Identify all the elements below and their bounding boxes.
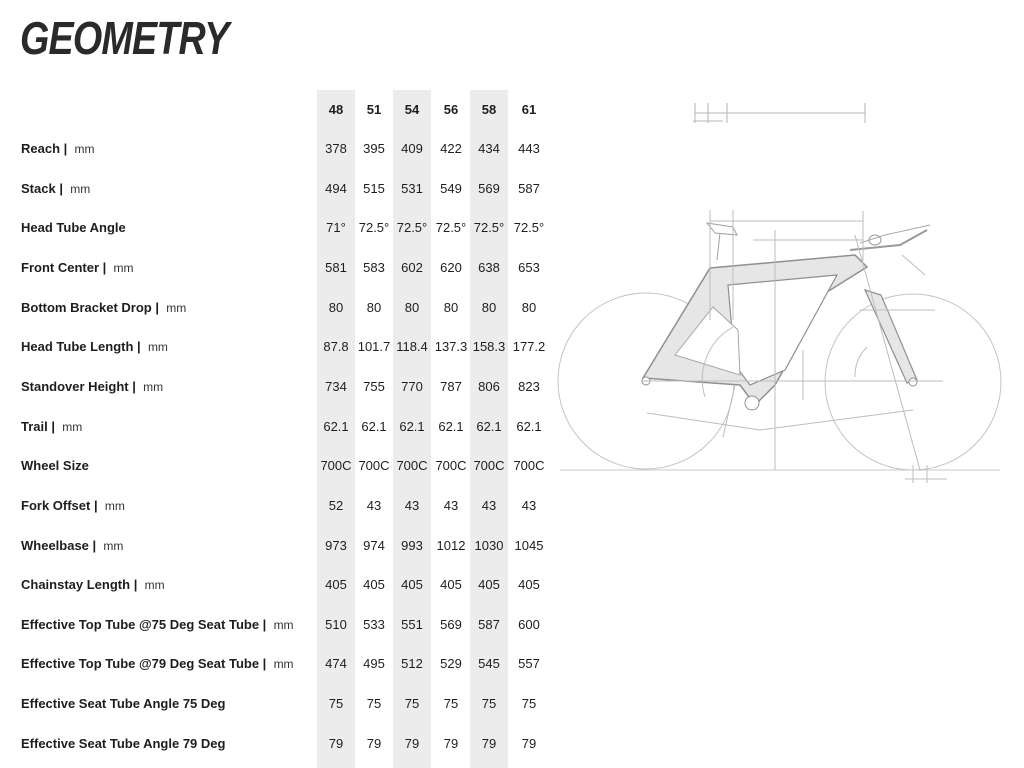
table-row [0, 734, 560, 754]
row-unit: mm [74, 142, 95, 156]
size-header-row [0, 100, 560, 120]
table-cell: 787 [440, 378, 462, 394]
table-cell: 75 [366, 696, 382, 712]
table-cell: 700C [513, 458, 545, 474]
table-cell: 700C [320, 458, 352, 474]
row-label-separator: | [133, 339, 145, 355]
bike-geometry-diagram-icon [555, 85, 1005, 490]
table-cell: 620 [440, 259, 462, 275]
table-cell: 405 [363, 577, 385, 593]
table-cell: 52 [328, 497, 344, 513]
row-unit: mm [166, 300, 187, 315]
table-cell: 71° [326, 220, 346, 236]
row-unit: mm [62, 419, 83, 434]
row-label-separator: | [55, 180, 67, 196]
table-row [0, 575, 560, 595]
row-unit: mm [113, 260, 134, 275]
table-cell: 118.4 [396, 339, 428, 355]
table-cell: 62.1 [516, 418, 542, 434]
table-cell: 700C [358, 458, 390, 474]
row-label [21, 139, 95, 159]
table-cell: 515 [363, 180, 385, 196]
table-row [0, 139, 560, 159]
table-cell: 62.1 [361, 418, 387, 434]
page-title: GEOMETRY [20, 12, 229, 64]
row-label-text: Chainstay Length [21, 577, 131, 593]
row-label-separator: | [90, 497, 102, 513]
table-cell: 75 [443, 696, 459, 712]
table-cell: 806 [478, 378, 500, 394]
table-cell: 700C [396, 458, 428, 474]
row-label [21, 734, 225, 754]
table-row [0, 417, 560, 437]
row-label [21, 536, 123, 556]
table-cell: 43 [404, 497, 420, 513]
row-label [21, 694, 225, 714]
table-cell: 529 [440, 656, 462, 672]
table-cell: 600 [518, 616, 540, 632]
table-row [0, 298, 560, 318]
table-cell: 405 [440, 577, 462, 593]
table-cell: 177.2 [512, 339, 546, 355]
row-label-text: Fork Offset [21, 497, 91, 513]
row-label-separator: | [151, 299, 163, 315]
table-cell: 405 [518, 577, 540, 593]
table-cell: 587 [518, 180, 540, 196]
table-cell: 1030 [474, 537, 504, 553]
table-cell: 87.8 [323, 339, 349, 355]
table-cell: 533 [363, 616, 385, 632]
row-label-text: Effective Seat Tube Angle 79 Deg [21, 735, 226, 751]
table-cell: 405 [325, 577, 347, 593]
row-label-text: Standover Height [21, 378, 129, 394]
table-cell: 734 [325, 378, 347, 394]
table-row [0, 258, 560, 278]
table-cell: 700C [435, 458, 467, 474]
table-cell: 510 [325, 616, 347, 632]
row-label [21, 377, 163, 397]
row-label-text: Wheelbase [21, 537, 89, 553]
table-cell: 62.1 [476, 418, 502, 434]
table-cell: 62.1 [438, 418, 464, 434]
table-row [0, 496, 560, 516]
row-label [21, 179, 90, 199]
row-unit: mm [70, 181, 91, 196]
table-cell: 137.3 [434, 339, 468, 355]
table-cell: 545 [478, 656, 500, 672]
table-cell: 993 [401, 537, 423, 553]
table-cell: 72.5° [435, 220, 467, 236]
row-label-separator: | [259, 656, 270, 672]
row-label-text: Head Tube Length [21, 339, 134, 355]
table-cell: 973 [325, 537, 347, 553]
row-label-separator: | [88, 537, 100, 553]
row-label-text: Wheel Size [21, 458, 89, 474]
row-label-text: Effective Top Tube @75 Deg Seat Tube [21, 616, 260, 632]
table-cell: 101.7 [357, 339, 391, 355]
table-cell: 43 [521, 497, 537, 513]
table-row [0, 456, 560, 476]
size-header: 48 [328, 102, 344, 117]
table-row [0, 615, 560, 635]
row-label [21, 417, 82, 437]
table-cell: 583 [363, 259, 385, 275]
table-cell: 75 [404, 696, 420, 712]
table-cell: 72.5° [396, 220, 428, 236]
table-cell: 405 [478, 577, 500, 593]
row-label [21, 218, 126, 238]
table-row [0, 179, 560, 199]
table-cell: 405 [401, 577, 423, 593]
row-label-separator: | [128, 378, 140, 394]
table-cell: 79 [404, 735, 420, 751]
table-cell: 80 [328, 299, 344, 315]
table-cell: 72.5° [513, 220, 545, 236]
row-label-text: Effective Seat Tube Angle 75 Deg [21, 696, 226, 712]
table-row [0, 654, 560, 674]
row-unit: mm [144, 578, 165, 593]
table-cell: 1045 [514, 537, 544, 553]
table-cell: 443 [518, 141, 540, 156]
row-label-separator: | [259, 616, 270, 632]
size-header: 61 [521, 102, 537, 117]
table-cell: 72.5° [358, 220, 390, 236]
table-cell: 770 [401, 378, 423, 394]
table-cell: 531 [401, 180, 423, 196]
row-unit: mm [147, 340, 168, 355]
table-cell: 474 [325, 656, 347, 672]
table-cell: 75 [521, 696, 537, 712]
table-cell: 79 [443, 735, 459, 751]
size-header: 51 [366, 102, 382, 117]
table-cell: 75 [481, 696, 497, 712]
size-header: 58 [481, 102, 497, 117]
table-cell: 80 [366, 299, 382, 315]
size-header: 56 [443, 102, 459, 117]
table-cell: 72.5° [473, 220, 505, 236]
row-label-separator: | [60, 141, 71, 156]
row-label-separator: | [130, 577, 141, 593]
table-cell: 79 [328, 735, 344, 751]
row-label-text: Effective Top Tube @79 Deg Seat Tube [21, 656, 260, 672]
row-label-text: Head Tube Angle [21, 220, 126, 236]
table-cell: 79 [481, 735, 497, 751]
table-row [0, 694, 560, 714]
table-cell: 75 [328, 696, 344, 712]
table-cell: 581 [325, 259, 347, 275]
table-cell: 422 [440, 141, 462, 156]
table-cell: 80 [404, 299, 420, 315]
row-unit: mm [143, 379, 164, 394]
table-cell: 551 [401, 616, 423, 632]
table-cell: 80 [481, 299, 497, 315]
row-label-text: Trail [21, 418, 48, 434]
row-unit: mm [103, 538, 124, 553]
table-cell: 43 [443, 497, 459, 513]
table-cell: 700C [473, 458, 505, 474]
table-cell: 378 [325, 141, 347, 156]
size-header: 54 [404, 102, 420, 117]
table-row [0, 218, 560, 238]
table-cell: 638 [478, 259, 500, 275]
table-cell: 434 [478, 141, 500, 156]
table-row [0, 377, 560, 397]
row-unit: mm [273, 657, 294, 672]
table-cell: 1012 [436, 537, 466, 553]
table-row [0, 337, 560, 357]
row-label [21, 337, 168, 357]
table-cell: 43 [481, 497, 497, 513]
row-label-text: Front Center [21, 259, 99, 275]
table-cell: 409 [401, 141, 423, 156]
row-label [21, 258, 134, 278]
table-cell: 557 [518, 656, 540, 672]
table-row [0, 536, 560, 556]
row-unit: mm [273, 617, 294, 632]
table-cell: 395 [363, 141, 385, 156]
table-cell: 79 [521, 735, 537, 751]
table-cell: 80 [443, 299, 459, 315]
row-label-separator: | [47, 418, 59, 434]
table-cell: 587 [478, 616, 500, 632]
table-cell: 80 [521, 299, 537, 315]
row-label-text: Reach [21, 141, 61, 156]
row-label [21, 575, 165, 595]
table-cell: 602 [401, 259, 423, 275]
table-cell: 62.1 [399, 418, 425, 434]
row-label [21, 654, 294, 674]
table-cell: 512 [401, 656, 423, 672]
table-cell: 569 [440, 616, 462, 632]
row-label [21, 298, 186, 318]
row-label [21, 496, 125, 516]
table-cell: 755 [363, 378, 385, 394]
row-label [21, 456, 89, 476]
table-cell: 43 [366, 497, 382, 513]
table-cell: 823 [518, 378, 540, 394]
table-cell: 62.1 [323, 418, 349, 434]
row-label-text: Stack [21, 180, 56, 196]
row-label-separator: | [99, 259, 110, 275]
row-label [21, 615, 294, 635]
table-cell: 974 [363, 537, 385, 553]
row-unit: mm [104, 498, 125, 513]
row-label-text: Bottom Bracket Drop [21, 299, 152, 315]
table-cell: 79 [366, 735, 382, 751]
table-cell: 495 [363, 656, 385, 672]
table-cell: 158.3 [472, 339, 506, 355]
table-cell: 494 [325, 180, 347, 196]
table-cell: 549 [440, 180, 462, 196]
table-cell: 569 [478, 180, 500, 196]
table-cell: 653 [518, 259, 540, 275]
